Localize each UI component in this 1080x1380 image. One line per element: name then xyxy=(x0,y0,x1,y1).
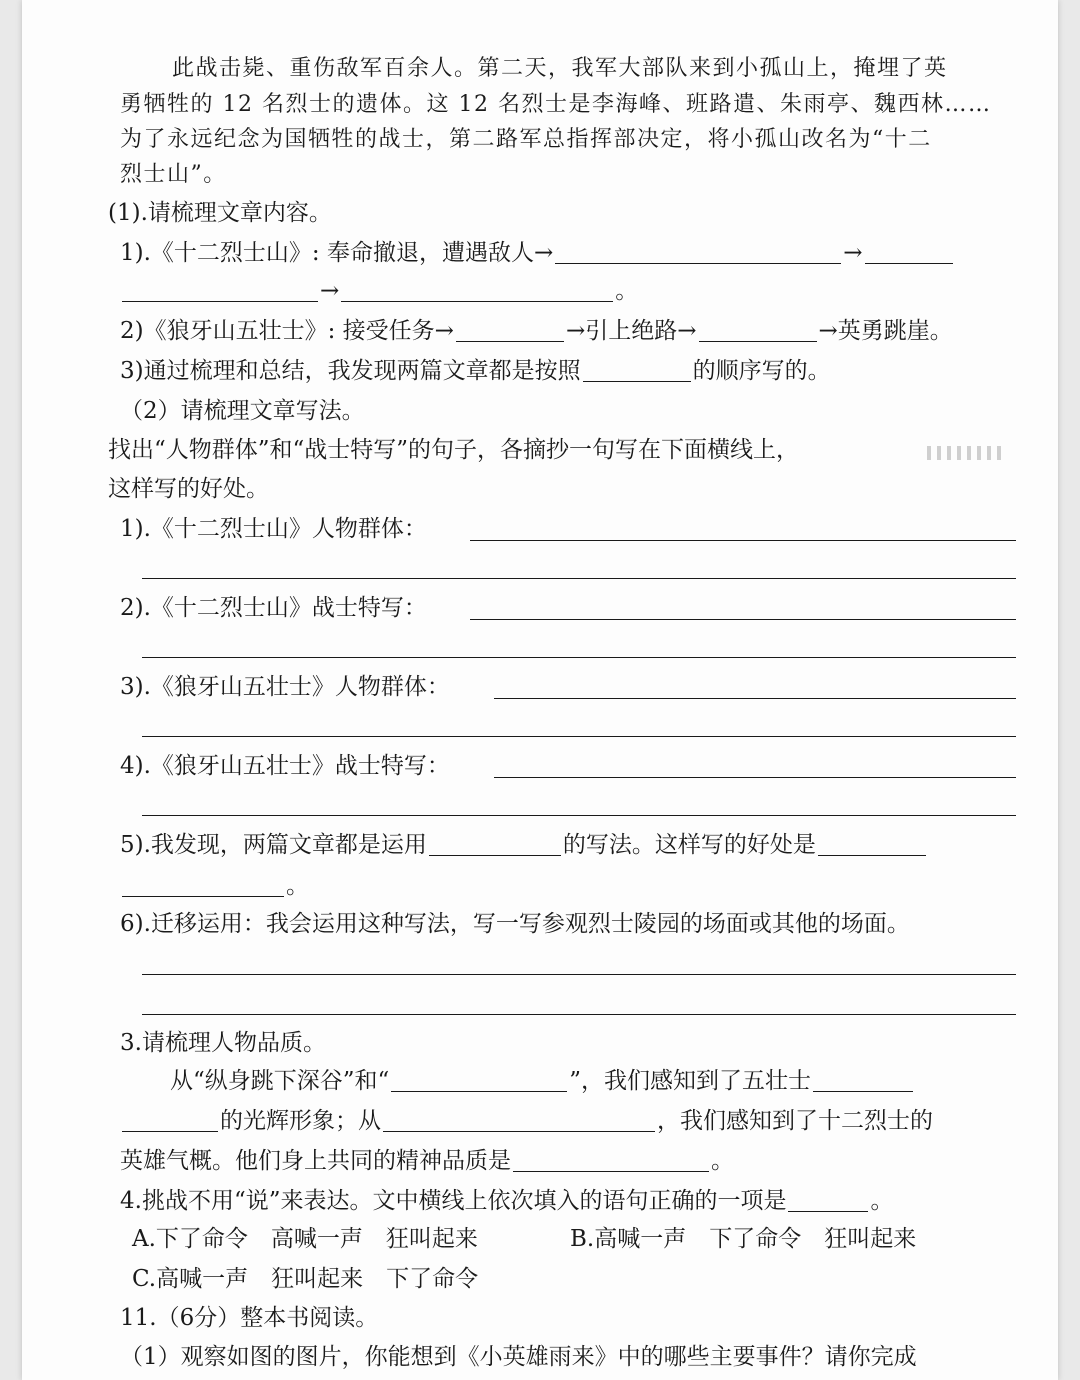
answer-blank[interactable] xyxy=(865,239,953,264)
q3-line-3 xyxy=(120,1146,734,1176)
answer-blank[interactable] xyxy=(383,1107,655,1132)
q2-heading: （2）请梳理文章写法。 xyxy=(120,398,365,424)
answer-line[interactable] xyxy=(494,777,1016,778)
answer-blank[interactable] xyxy=(122,872,284,897)
q2-item-4: 4).《狼牙山五壮士》战士特写： xyxy=(120,753,450,779)
answer-line[interactable] xyxy=(142,578,1016,579)
q1-item-1-cont xyxy=(120,276,638,306)
q2-item-3: 3).《狼牙山五壮士》人物群体： xyxy=(120,674,450,700)
q4-heading xyxy=(120,1186,893,1216)
q1-item-2-text: 2)《狼牙山五壮士》: 接受任务→ xyxy=(120,318,454,344)
answer-line[interactable] xyxy=(494,698,1016,699)
passage-line-1: 此战击毙、重伤敌军百余人。第二天，我军大部队来到小孤山上，掩埋了英 xyxy=(172,56,948,81)
q1-heading: (1).请梳理文章内容。 xyxy=(108,200,332,226)
q2-item-5 xyxy=(120,830,928,860)
q1-item-2-end: →英勇跳崖。 xyxy=(818,318,953,344)
q2-instruction-1: 找出“人物群体”和“战士特写”的句子，各摘抄一句写在下面横线上， xyxy=(108,437,800,463)
q3-line-2 xyxy=(120,1106,933,1136)
q1-item-1 xyxy=(120,238,955,268)
q3-line-2-end: ，我们感知到了十二烈士的 xyxy=(657,1108,933,1134)
answer-blank[interactable] xyxy=(391,1067,567,1092)
scan-edge-mark xyxy=(927,446,1007,460)
arrow-text: → xyxy=(843,240,863,266)
period-text: 。 xyxy=(711,1148,734,1174)
q1-item-3-start: 3)通过梳理和总结，我发现两篇文章都是按照 xyxy=(120,358,581,384)
q11-heading: 11.（6分）整本书阅读。 xyxy=(120,1305,379,1331)
passage-line-2: 勇牺牲的 12 名烈士的遗体。这 12 名烈士是李海峰、班路遣、朱雨亭、魏西林…… xyxy=(120,92,992,117)
answer-line[interactable] xyxy=(142,1014,1016,1015)
q3-line-2-mid: 的光辉形象；从 xyxy=(220,1108,381,1134)
q1-item-2-mid: →引上绝路→ xyxy=(565,318,697,344)
answer-line[interactable] xyxy=(142,657,1016,658)
period-text: 。 xyxy=(870,1188,894,1214)
answer-blank[interactable] xyxy=(341,277,613,302)
q4-option-b[interactable]: B.高喊一声 下了命令 狂叫起来 xyxy=(570,1226,917,1252)
period-text: 。 xyxy=(286,873,309,899)
q4-heading-text: 4.挑战不用“说”来表达。文中横线上依次填入的语句正确的一项是 xyxy=(120,1188,787,1214)
answer-line[interactable] xyxy=(470,540,1016,541)
answer-line[interactable] xyxy=(470,619,1016,620)
answer-blank[interactable] xyxy=(583,357,691,382)
q1-item-2 xyxy=(120,316,953,346)
q2-item-6: 6).迁移运用：我会运用这种写法，写一写参观烈士陵园的场面或其他的场面。 xyxy=(120,911,910,937)
answer-blank[interactable] xyxy=(122,277,318,302)
q1-item-1-text: 1).《十二烈士山》: 奉命撤退，遭遇敌人→ xyxy=(120,240,554,266)
q4-option-c[interactable]: C.高喊一声 狂叫起来 下了命令 xyxy=(132,1266,479,1292)
q11-sub-1: （1）观察如图的图片，你能想到《小英雄雨来》中的哪些主要事件？请你完成 xyxy=(120,1344,917,1370)
q2-item-1: 1).《十二烈士山》人物群体： xyxy=(120,516,427,542)
q3-line-1-end: ”，我们感知到了五壮士 xyxy=(569,1068,812,1094)
q3-line-1 xyxy=(170,1066,915,1096)
answer-blank[interactable] xyxy=(429,831,561,856)
q4-option-a[interactable]: A.下了命令 高喊一声 狂叫起来 xyxy=(132,1226,478,1252)
q2-item-5-start: 5).我发现，两篇文章都是运用 xyxy=(120,832,427,858)
answer-blank[interactable] xyxy=(699,317,817,342)
q3-line-1-start: 从“纵身跳下深谷”和“ xyxy=(170,1068,390,1094)
answer-blank[interactable] xyxy=(513,1147,709,1172)
q1-item-3 xyxy=(120,356,831,386)
answer-line[interactable] xyxy=(142,736,1016,737)
q1-item-3-end: 的顺序写的。 xyxy=(692,358,831,384)
answer-line[interactable] xyxy=(142,974,1016,975)
q3-heading: 3.请梳理人物品质。 xyxy=(120,1030,326,1056)
passage-line-3: 为了永远纪念为国牺牲的战士，第二路军总指挥部决定，将小孤山改名为“十二 xyxy=(120,127,932,152)
answer-blank[interactable] xyxy=(122,1107,218,1132)
answer-line[interactable] xyxy=(142,815,1016,816)
answer-blank[interactable] xyxy=(456,317,564,342)
q2-item-2: 2).《十二烈士山》战士特写： xyxy=(120,595,427,621)
passage-line-4: 烈士山”。 xyxy=(120,162,227,187)
answer-blank[interactable] xyxy=(788,1187,868,1212)
q2-item-5-cont xyxy=(120,871,309,901)
answer-blank[interactable] xyxy=(813,1067,913,1092)
answer-blank[interactable] xyxy=(555,239,841,264)
q3-line-3-start: 英雄气概。他们身上共同的精神品质是 xyxy=(120,1148,511,1174)
q2-item-5-mid: 的写法。这样写的好处是 xyxy=(562,832,816,858)
q2-instruction-2: 这样写的好处。 xyxy=(108,476,269,502)
worksheet-page xyxy=(22,0,1058,1380)
arrow-text: → xyxy=(320,278,340,304)
period-text: 。 xyxy=(615,278,639,304)
answer-blank[interactable] xyxy=(818,831,926,856)
